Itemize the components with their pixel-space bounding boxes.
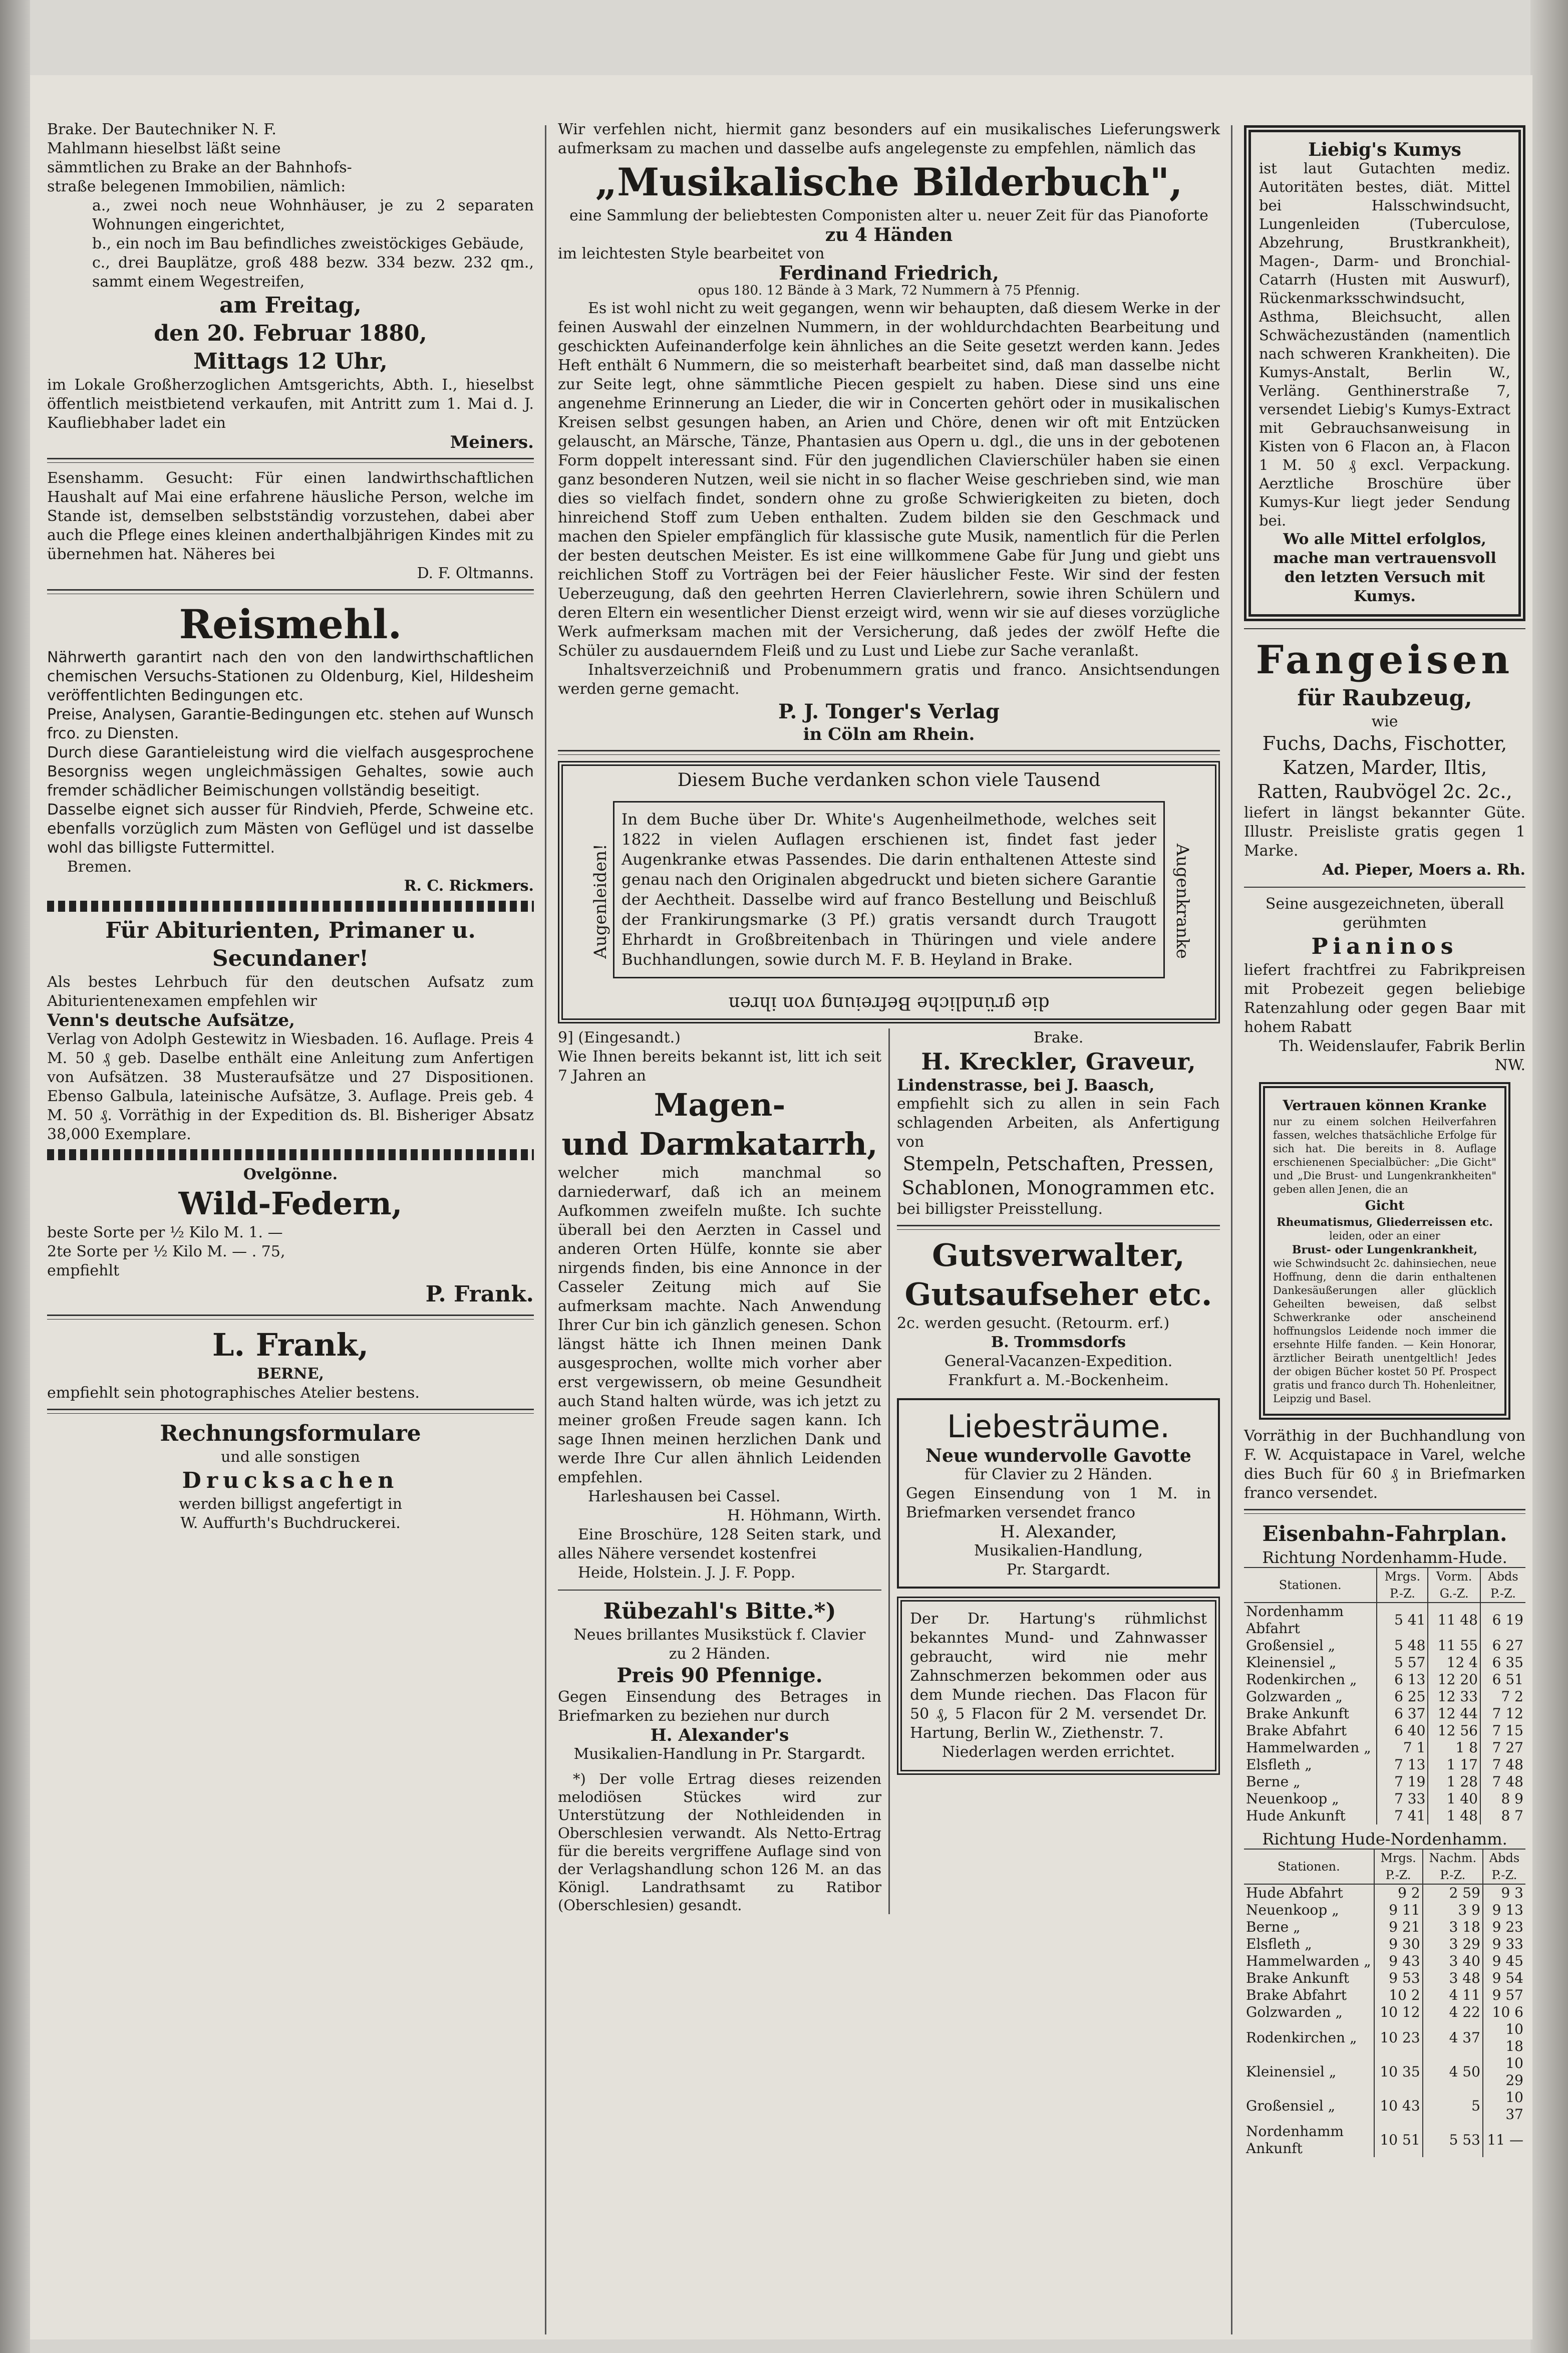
ad-animals: Fuchs, Dachs, Fischotter, bbox=[1262, 732, 1507, 754]
timetable-row bbox=[1244, 1773, 1525, 1790]
timetable-header-row bbox=[1244, 1567, 1525, 1603]
timetable-cell: 7 41 bbox=[1377, 1807, 1428, 1824]
ad-body: Durch diese Garantieleistung wird die vielfach ausgesprochene Besorgniss wegen ungleichmässigen Gehaltes, sowie auch fremder schädlicher Beimischungen vollständig beseitigt. bbox=[47, 744, 534, 800]
page-edge bbox=[1530, 0, 1568, 2353]
ad-animals: Katzen, Marder, Iltis, bbox=[1282, 756, 1487, 778]
timetable-cell: 1 28 bbox=[1428, 1773, 1480, 1790]
ad-signature: Musikalien-Handlung, bbox=[974, 1542, 1143, 1559]
ad-signature: Frankfurt a. M.-Bockenheim. bbox=[948, 1372, 1169, 1389]
timetable-cell: 4 50 bbox=[1423, 2055, 1483, 2089]
ad-price: Preis 90 Pfennige. bbox=[616, 1664, 823, 1687]
timetable-cell: 12 56 bbox=[1428, 1722, 1480, 1739]
ad-sub: für Clavier zu 2 Händen. bbox=[964, 1466, 1153, 1483]
ad-body: Nährwerth garantirt nach den von den landwirthschaftlichen chemischen Versuchs-Stationen zu Oldenburg, Kiel, Hildesheim veröffentlichten Bedingungen etc. bbox=[47, 649, 534, 704]
timetable-cell: Brake Abfahrt bbox=[1246, 1722, 1347, 1739]
ad-kreckler bbox=[897, 1028, 1220, 1219]
divider bbox=[558, 750, 1220, 755]
divider bbox=[1244, 887, 1525, 888]
ad-title: Liebig's Kumys bbox=[1308, 139, 1461, 160]
timetable-title: Eisenbahn-Fahrplan. bbox=[1262, 1521, 1507, 1546]
timetable-cell: Elsfleth „ bbox=[1246, 1756, 1312, 1773]
ad-head: 9] (Eingesandt.) bbox=[558, 1029, 681, 1047]
ad-title: Liebesträume. bbox=[947, 1408, 1170, 1445]
timetable-cell: 5 57 bbox=[1377, 1654, 1428, 1671]
ad-animals: Ratten, Raubvögel 2c. 2c., bbox=[1257, 780, 1512, 803]
train-timetable bbox=[1244, 1520, 1525, 2157]
timetable-cell: 9 23 bbox=[1483, 1919, 1525, 1936]
timetable-cell: 9 45 bbox=[1483, 1953, 1525, 1970]
ad-highlight: Gicht bbox=[1365, 1198, 1405, 1213]
footnote: *) Der volle Ertrag dieses reizenden melodiösen Stückes wird zur Unterstützung der Nothleidenden in Oberschlesien verwandt. Als Netto-Ertrag für die bereits vergriffene Auflage sind von der Verlagshandlung schon 126 M. an das Königl. Landrathsamt zu Ratibor (Oberschlesien) gesandt. bbox=[558, 1770, 881, 1914]
book-spine bbox=[0, 0, 30, 2353]
timetable-row bbox=[1244, 1756, 1525, 1773]
timetable-row bbox=[1244, 1654, 1525, 1671]
price-row: beste Sorte per ½ Kilo M. 1. — bbox=[47, 1224, 283, 1241]
timetable-cell: Rodenkirchen „ bbox=[1246, 2029, 1357, 2046]
timetable-cell: 6 51 bbox=[1480, 1671, 1525, 1688]
timetable-row bbox=[1244, 1705, 1525, 1722]
timetable-row bbox=[1244, 1790, 1525, 1807]
ad-body: liefert frachtfrei zu Fabrikpreisen mit Probezeit gegen beliebige Ratenzahlung oder gegen Baar mit hohem Rabatt bbox=[1244, 961, 1525, 1036]
timetable-cell: Hammelwarden „ bbox=[1246, 1953, 1371, 1969]
timetable-cell: 10 43 bbox=[1374, 2089, 1423, 2123]
ad-fangeisen bbox=[1244, 636, 1525, 880]
ad-highlight: Brust- oder Lungenkrankheit, bbox=[1292, 1243, 1478, 1256]
timetable-cell: Brake Abfahrt bbox=[1246, 1987, 1347, 2003]
divider bbox=[558, 1590, 881, 1591]
ornament-border bbox=[47, 1149, 534, 1160]
timetable-row bbox=[1244, 1688, 1525, 1705]
timetable-cell: 6 27 bbox=[1480, 1637, 1525, 1654]
timetable-cell: Hude Abfahrt bbox=[1246, 1885, 1343, 1901]
timetable-cell: 10 12 bbox=[1374, 2004, 1423, 2021]
ad-signature: Pr. Stargardt. bbox=[1006, 1561, 1111, 1579]
timetable-cell: 9 33 bbox=[1483, 1936, 1525, 1953]
timetable-cell: 6 13 bbox=[1377, 1671, 1428, 1688]
timetable-cell: 10 6 bbox=[1483, 2004, 1525, 2021]
ad-author: Ferdinand Friedrich, bbox=[779, 262, 999, 284]
ad-pianinos bbox=[1244, 895, 1525, 1075]
ad-white-augenheil bbox=[558, 761, 1220, 1023]
sub-column-left bbox=[558, 1028, 890, 1914]
ad-signature: in Cöln am Rhein. bbox=[803, 724, 975, 744]
timetable-cell: 1 40 bbox=[1428, 1790, 1480, 1807]
ad-body: Der Dr. Hartung's rühmlichst bekanntes Mund- und Zahnwasser gebraucht, wird nie mehr Zahnschmerzen bekommen oder aus dem Munde riechen. Das Flacon für 50 ₰, 5 Flacon für 2 M. versendet Dr. Hartung, Berlin W., Ziethenstr. 7. bbox=[910, 1610, 1207, 1742]
timetable-table bbox=[1244, 1567, 1525, 1824]
ad-place: Harleshausen bei Cassel. bbox=[588, 1488, 781, 1505]
timetable-cell: 9 43 bbox=[1374, 1953, 1423, 1970]
ad-body: leiden, oder an einer bbox=[1329, 1230, 1440, 1242]
timetable-cell: 3 29 bbox=[1423, 1936, 1483, 1953]
frame-right-text: Augenkranke bbox=[1172, 844, 1193, 959]
ad-title: H. Kreckler, Graveur, bbox=[921, 1048, 1196, 1075]
sub-column-right bbox=[890, 1028, 1220, 1914]
timetable-cell: 8 9 bbox=[1480, 1790, 1525, 1807]
book-title: Venn's deutsche Aufsätze, bbox=[47, 1010, 295, 1030]
timetable-cell: 10 37 bbox=[1483, 2089, 1525, 2123]
ad-sub: eine Sammlung der beliebtesten Componisten alter u. neuer Zeit für das Pianoforte bbox=[569, 207, 1208, 224]
ad-body: In dem Buche über Dr. White's Augenheilmethode, welches seit 1822 in vielen Auflagen erschienen ist, findet fast jeder Augenkranke etwas Passendes. Die darin enthaltenen Atteste sind genau nach den Originalen abgedruckt und bieten sichere Garantie der Aechtheit. Dasselbe wird auf franco Bestellung und Beischluß der Frankirungsmarke (3 Pf.) gratis versandt durch Traugott Ehrhardt in Großbreitenbach in Thüringen und viele andere Buchhandlungen, sowie durch M. F. B. Heyland in Brake. bbox=[621, 811, 1156, 969]
timetable-cell: 7 13 bbox=[1377, 1756, 1428, 1773]
column-middle bbox=[551, 120, 1227, 1914]
divider bbox=[47, 458, 534, 463]
ad-address: Lindenstrasse, bei J. Baasch, bbox=[897, 1076, 1155, 1095]
timetable-cell: 2 59 bbox=[1423, 1884, 1483, 1902]
inner-frame bbox=[613, 801, 1165, 978]
timetable-cell: 9 53 bbox=[1374, 1970, 1423, 1987]
timetable-cell: Brake Ankunft bbox=[1246, 1705, 1349, 1722]
ad-l-frank bbox=[47, 1326, 534, 1403]
timetable-header-row bbox=[1244, 1849, 1525, 1884]
timetable-cell: Kleinensiel „ bbox=[1246, 1654, 1337, 1671]
ad-signature: P. J. Tonger's Verlag bbox=[778, 700, 1000, 723]
timetable-cell: 1 48 bbox=[1428, 1807, 1480, 1824]
timetable-cell: 10 35 bbox=[1374, 2055, 1423, 2089]
timetable-direction: Richtung Hude-Nordenhamm. bbox=[1262, 1829, 1507, 1849]
ad-line: Mahlmann hieselbst läßt seine bbox=[47, 140, 281, 157]
timetable-cell: 9 11 bbox=[1374, 1902, 1423, 1919]
timetable-row bbox=[1244, 1807, 1525, 1824]
ad-ruebezahl bbox=[558, 1598, 881, 1914]
ad-intro: Seine ausgezeichneten, überall gerühmten bbox=[1265, 895, 1504, 932]
timetable-header-cell: Mrgs. P.-Z. bbox=[1377, 1567, 1428, 1603]
ad-body: Dasselbe eignet sich ausser für Rindvieh, Pferde, Schweine etc. ebenfalls vorzüglich zum Mästen von Geflügel und ist dasselbe wohl das billigste Futtermittel. bbox=[47, 801, 534, 857]
ad-body: Als bestes Lehrbuch für den deutschen Aufsatz zum Abiturientenexamen empfehlen wir bbox=[47, 973, 534, 1010]
timetable-cell: Brake Ankunft bbox=[1246, 1970, 1349, 1986]
ad-title: Vertrauen können Kranke bbox=[1283, 1097, 1487, 1114]
timetable-cell: 9 13 bbox=[1483, 1902, 1525, 1919]
ad-signature: D. F. Oltmanns. bbox=[417, 565, 534, 582]
price-row: 2te Sorte per ½ Kilo M. — . 75, bbox=[47, 1243, 285, 1260]
ad-title: Magen- bbox=[654, 1087, 786, 1123]
timetable-cell: 6 35 bbox=[1480, 1654, 1525, 1671]
ad-sub: Neue wundervolle Gavotte bbox=[925, 1445, 1191, 1466]
ad-liebigs-kumys bbox=[1244, 125, 1525, 621]
ad-body: ist laut Gutachten mediz. Autoritäten bestes, diät. Mittel bei Halsschwindsucht, Lungenleiden (Tuberculose, Abzehrung, Brustkrankheit), Magen-, Darm- und Bronchial-Catarrh (Husten mit Auswurf), Rückenmarksschwindsucht, Asthma, Bleichsucht, allen Schwächezuständen (namentlich nach schweren Krankheiten). Die Kumys-Anstalt, Berlin W., Verläng. Genthinerstraße 7, versendet Liebig's Kumys-Extract mit Gebrauchsanweisung in Kisten von 6 Flacon an, à Flacon 1 M. 50 ₰ excl. Verpackung. Aerztliche Broschüre über Kumys-Kur liegt jeder Sendung bei. bbox=[1259, 160, 1510, 529]
ad-reismehl bbox=[47, 600, 534, 896]
ad-outro: Inhaltsverzeichniß und Probenummern gratis und franco. Ansichtsendungen werden gerne gemacht. bbox=[558, 661, 1220, 698]
column-right bbox=[1237, 120, 1532, 2157]
ad-city: Bremen. bbox=[67, 858, 132, 876]
divider bbox=[47, 1409, 534, 1414]
ad-body: werden billigst angefertigt in bbox=[178, 1495, 403, 1513]
timetable-header-cell: Vorm. G.-Z. bbox=[1428, 1567, 1480, 1603]
divider bbox=[897, 1225, 1220, 1230]
timetable-cell: 7 15 bbox=[1480, 1722, 1525, 1739]
ad-title: Rechnungsformulare bbox=[160, 1421, 421, 1446]
timetable-cell: 7 2 bbox=[1480, 1688, 1525, 1705]
ad-signature: P. Frank. bbox=[425, 1281, 534, 1307]
timetable-header-cell: Stationen. bbox=[1244, 1849, 1374, 1884]
ad-title: Wild-Federn, bbox=[178, 1185, 403, 1222]
timetable-cell: Golzwarden „ bbox=[1246, 1688, 1343, 1705]
ad-signature: H. Höhmann, Wirth. bbox=[727, 1507, 881, 1524]
ad-wild-federn bbox=[47, 1165, 534, 1309]
timetable-cell: Berne „ bbox=[1246, 1773, 1301, 1790]
ad-date: am Freitag, bbox=[219, 293, 362, 318]
ad-title: Fangeisen bbox=[1256, 637, 1514, 683]
timetable-cell: Kleinensiel „ bbox=[1246, 2063, 1337, 2080]
timetable-cell: 7 27 bbox=[1480, 1739, 1525, 1756]
lower-middle-columns bbox=[558, 1028, 1220, 1914]
timetable-cell: Berne „ bbox=[1246, 1919, 1301, 1935]
ad-body: bei billigster Preisstellung. bbox=[897, 1200, 1103, 1218]
timetable-cell: 3 18 bbox=[1423, 1919, 1483, 1936]
ad-title: Rübezahl's Bitte.*) bbox=[603, 1599, 836, 1624]
timetable-cell: 7 19 bbox=[1377, 1773, 1428, 1790]
timetable-cell: Elsfleth „ bbox=[1246, 1936, 1312, 1952]
ad-body: wie Schwindsucht 2c. dahinsiechen, neue Hoffnung, denn die darin enthaltenen Dankesäußerungen aller glücklich Geheilten beweisen, daß selbst Schwerkranke oder anscheinend hoffnungslos Leidende noch immer die ersehnte Hilfe fanden. — Kein Honorar, ärztlicher Beirath unentgeltlich! Jedes der obigen Bücher kostet 50 Pf. Prospect gratis und franco durch Th. Hohenleitner, Leipzig und Basel. bbox=[1273, 1257, 1496, 1405]
ad-sub: im leichtesten Style bearbeitet von bbox=[558, 245, 825, 263]
timetable-row bbox=[1244, 2089, 1525, 2123]
timetable-cell: 3 40 bbox=[1423, 1953, 1483, 1970]
ad-signature: B. Trommsdorfs bbox=[991, 1334, 1126, 1351]
ad-body: Niederlagen werden errichtet. bbox=[942, 1743, 1175, 1761]
ad-body: empfiehlt sich zu allen in sein Fach schlagenden Arbeiten, als Anfertigung von bbox=[897, 1095, 1220, 1151]
list-item: b., ein noch im Bau befindliches zweistöckiges Gebäude, bbox=[92, 235, 524, 252]
timetable-cell: Nordenhamm Abfahrt bbox=[1246, 1603, 1344, 1637]
timetable-cell: 5 41 bbox=[1377, 1603, 1428, 1637]
ad-sub: für Raubzeug, bbox=[1297, 685, 1472, 711]
column-rule bbox=[1231, 125, 1232, 2334]
timetable-cell: 12 44 bbox=[1428, 1705, 1480, 1722]
timetable-row bbox=[1244, 2021, 1525, 2055]
ad-highlight: Rheumatismus, Gliederreissen etc. bbox=[1277, 1216, 1493, 1229]
timetable-cell: 6 19 bbox=[1480, 1603, 1525, 1637]
timetable-cell: 12 20 bbox=[1428, 1671, 1480, 1688]
timetable-row bbox=[1244, 1902, 1525, 1919]
ad-line: Brake. Der Bautechniker N. F. bbox=[47, 121, 276, 138]
list-item: c., drei Bauplätze, groß 488 bezw. 334 bezw. 232 qm., sammt einem Wegestreifen, bbox=[92, 254, 534, 291]
ad-highlight: Wo alle Mittel erfolglos, mache man vertrauensvoll den letzten Versuch mit Kumys. bbox=[1273, 531, 1496, 605]
ad-title: L. Frank, bbox=[212, 1327, 369, 1363]
ad-gutsverwalter bbox=[897, 1236, 1220, 1390]
divider bbox=[1244, 628, 1525, 629]
timetable-cell: 7 48 bbox=[1480, 1773, 1525, 1790]
timetable-row bbox=[1244, 1722, 1525, 1739]
timetable-cell: 7 33 bbox=[1377, 1790, 1428, 1807]
timetable-header-cell: Nachm. P.-Z. bbox=[1423, 1849, 1483, 1884]
timetable-cell: 9 57 bbox=[1483, 1987, 1525, 2004]
timetable-cell: 12 4 bbox=[1428, 1654, 1480, 1671]
timetable-cell: 5 48 bbox=[1377, 1637, 1428, 1654]
divider bbox=[47, 589, 534, 594]
timetable-row bbox=[1244, 1953, 1525, 1970]
timetable-cell: 6 40 bbox=[1377, 1722, 1428, 1739]
ad-title: „Musikalische Bilderbuch", bbox=[595, 160, 1183, 204]
timetable-cell: Golzwarden „ bbox=[1246, 2004, 1343, 2020]
ad-title: und Darmkatarrh, bbox=[561, 1126, 878, 1162]
frame-top-text: Diesem Buche verdanken schon viele Tausend bbox=[677, 770, 1101, 791]
timetable-direction: Richtung Nordenhamm-Hude. bbox=[1262, 1548, 1507, 1567]
timetable-cell: 7 1 bbox=[1377, 1739, 1428, 1756]
ad-body: empfiehlt bbox=[47, 1262, 120, 1279]
ad-body: Vorräthig in der Buchhandlung von F. W. Acquistapace in Varel, welche dies Buch für 60 ₰ in Briefmarken franco versendet. bbox=[1244, 1427, 1525, 1502]
ad-title: Pianinos bbox=[1311, 934, 1458, 959]
ad-musikalisches-bilderbuch bbox=[558, 120, 1220, 744]
ad-line: straße belegenen Immobilien, nämlich: bbox=[47, 178, 346, 195]
scan-top-margin bbox=[30, 0, 1530, 75]
ad-signature: H. Alexander's bbox=[650, 1725, 789, 1745]
ad-signature: Meiners. bbox=[450, 432, 534, 452]
timetable-cell: 6 25 bbox=[1377, 1688, 1428, 1705]
timetable-row bbox=[1244, 1919, 1525, 1936]
ad-sub: wie bbox=[1371, 713, 1398, 730]
timetable-cell: 1 17 bbox=[1428, 1756, 1480, 1773]
ad-hartung bbox=[897, 1597, 1220, 1775]
timetable-cell: Nordenhamm Ankunft bbox=[1246, 2123, 1344, 2157]
ad-sub: zu 4 Händen bbox=[825, 224, 953, 245]
ad-title: Für Abiturienten, Primaner u. Secundaner! bbox=[105, 918, 476, 971]
ad-liebestraeume bbox=[897, 1398, 1220, 1589]
timetable-cell: Großensiel „ bbox=[1246, 2098, 1336, 2114]
timetable-row bbox=[1244, 1637, 1525, 1654]
ad-place: Brake. bbox=[1033, 1029, 1084, 1047]
ad-brochure: Eine Broschüre, 128 Seiten stark, und alles Nähere versendet kostenfrei bbox=[558, 1526, 881, 1562]
ad-signature: H. Alexander, bbox=[1000, 1522, 1117, 1542]
newspaper-page bbox=[30, 75, 1532, 2339]
ad-title: Gutsaufseher etc. bbox=[904, 1276, 1212, 1313]
timetable-cell: 5 53 bbox=[1423, 2123, 1483, 2157]
timetable-cell: 11 55 bbox=[1428, 1637, 1480, 1654]
ad-vertrauen bbox=[1259, 1082, 1510, 1420]
timetable-cell: 9 2 bbox=[1374, 1884, 1423, 1902]
ad-body: Esenshamm. Gesucht: Für einen landwirthschaftlichen Haushalt auf Mai eine erfahrene häusliche Person, welche im Stande ist, demselben selbstständig vorzustehen, dabei aber auch die Pflege eines kleinen anderthalbjährigen Kindes mit zu übernehmen hat. Näheres bei bbox=[47, 469, 534, 563]
ad-magenkatarrh bbox=[558, 1028, 881, 1583]
timetable-cell: 3 48 bbox=[1423, 1970, 1483, 1987]
ad-sub: und alle sonstigen bbox=[221, 1448, 360, 1466]
ad-brochure-sign: Heide, Holstein. J. J. F. Popp. bbox=[578, 1564, 796, 1582]
timetable-cell: 10 29 bbox=[1483, 2055, 1525, 2089]
timetable-row bbox=[1244, 1739, 1525, 1756]
timetable-cell: 9 21 bbox=[1374, 1919, 1423, 1936]
ad-brake-mahlmann bbox=[47, 120, 534, 452]
frame-left-text: Augenleiden! bbox=[590, 844, 610, 959]
ad-place: BERNE, bbox=[257, 1365, 324, 1383]
timetable-row bbox=[1244, 1970, 1525, 1987]
timetable-header-cell: Stationen. bbox=[1244, 1567, 1377, 1603]
ad-body: Es ist wohl nicht zu weit gegangen, wenn wir behaupten, daß diesem Werke in der feinen Auswahl der einzelnen Nummern, in der wohldurchdachten Bearbeitung und geschickten Aufeinanderfolge kein ähnliches an die Seite gesetzt werden kann. Jedes Heft enthält 6 Nummern, die so meisterhaft bearbeitet sind, daß man dasselbe nicht zur Seite legt, ohne sämmtliche Piecen gespielt zu haben. Diese sind uns eine angenehme Erinnerung an Lieder, die wir in Concerten gehört oder in musikalischen Kreisen selbst gesungen haben, an Arien und Chöre, denen wir oft mit Entzücken gelauscht, an Märsche, Tänze, Phantasien aus Opern u. dgl., die uns in der gebotenen Form doppelt interessant sind. Für den jugendlichen Clavierschüler haben sie einen ganz besonderen Nutzen, weil sie nicht in so flacher Weise geschrieben sind, wie man dies so vielfach findet, sondern ohne zu große Schwierigkeiten zu bieten, doch hinreichend Stoff zum Ueben enthalten. Zudem bilden sie den Geschmack und machen den Spieler empfänglich für klassische gute Musik, namentlich für die Perlen der besten deutschen Meister. Es ist eine willkommene Gabe für Jung und giebt uns reichlichen Stoff zu Vorträgen bei der Feier häuslicher Feste. Wir sind der festen Ueberzeugung, daß den geehrten Herren Clavierlehrern, sowie ihren Schülern und deren Eltern ein wesentlicher Dienst erzeigt wird, wenn wir sie auf dieses vorzügliche Werk aufmerksam machen mit der Versicherung, daß jedes der zwölf Hefte die Schüler zu ausdauerndem Fleiß und zu Lust und Liebe zur Sache veranlaßt. bbox=[558, 300, 1220, 660]
ad-signature: General-Vacanzen-Expedition. bbox=[944, 1353, 1173, 1370]
ad-esenshamm bbox=[47, 469, 534, 583]
timetable-row bbox=[1244, 1987, 1525, 2004]
ad-body: Verlag von Adolph Gestewitz in Wiesbaden. 16. Auflage. Preis 4 M. 50 ₰ geb. Daselbe enthält eine Anleitung zum Anfertigen von Aufsätzen. 38 Musteraufsätze und 27 Dispositionen. Ebenso Galbula, lateinische Aufsätze, 3. Auflage. Preis geb. 4 M. 50 ₰. Vorräthig in der Expedition ds. Bl. Bisheriger Absatz 38,000 Exemplare. bbox=[47, 1030, 534, 1143]
timetable-cell: 7 48 bbox=[1480, 1756, 1525, 1773]
timetable-cell: 12 33 bbox=[1428, 1688, 1480, 1705]
timetable-cell: 9 3 bbox=[1483, 1884, 1525, 1902]
timetable-cell: 3 9 bbox=[1423, 1902, 1483, 1919]
column-left bbox=[40, 120, 541, 1533]
ad-title: Reismehl. bbox=[179, 601, 402, 648]
timetable-row bbox=[1244, 1884, 1525, 1902]
timetable-cell: 9 30 bbox=[1374, 1936, 1423, 1953]
ad-body: 2c. werden gesucht. (Retourm. erf.) bbox=[897, 1315, 1170, 1332]
ad-signature: Th. Weidenslaufer, Fabrik Berlin NW. bbox=[1279, 1037, 1525, 1074]
ad-signature: Musikalien-Handlung in Pr. Stargardt. bbox=[573, 1745, 866, 1763]
timetable-row bbox=[1244, 2004, 1525, 2021]
timetable-cell: 11 48 bbox=[1428, 1603, 1480, 1637]
timetable-cell: 4 22 bbox=[1423, 2004, 1483, 2021]
timetable-cell: Neuenkoop „ bbox=[1246, 1902, 1339, 1918]
ad-body: liefert in längst bekannter Güte. Illustr. Preisliste gratis gegen 1 Marke. bbox=[1244, 804, 1525, 860]
ad-place: Ovelgönne. bbox=[243, 1166, 338, 1183]
ad-acquistapace bbox=[1244, 1427, 1525, 1503]
ad-abiturienten bbox=[47, 917, 534, 1144]
timetable-cell: 1 8 bbox=[1428, 1739, 1480, 1756]
ad-body: W. Auffurth's Buchdruckerei. bbox=[180, 1514, 401, 1532]
ad-opus: opus 180. 12 Bände à 3 Mark, 72 Nummern à 75 Pfennig. bbox=[698, 283, 1080, 298]
timetable-cell: 10 51 bbox=[1374, 2123, 1423, 2157]
timetable-header-cell: Mrgs. P.-Z. bbox=[1374, 1849, 1423, 1884]
ad-title: Gutsverwalter, bbox=[932, 1237, 1185, 1273]
ad-sub: zu 2 Händen. bbox=[669, 1645, 771, 1663]
timetable-cell: Hude Ankunft bbox=[1246, 1807, 1346, 1824]
ad-time: Mittags 12 Uhr, bbox=[193, 349, 388, 374]
ad-signature: Ad. Pieper, Moers a. Rh. bbox=[1322, 861, 1525, 879]
timetable-cell: 4 11 bbox=[1423, 1987, 1483, 2004]
timetable-row bbox=[1244, 2123, 1525, 2157]
timetable-cell: Großensiel „ bbox=[1246, 1637, 1336, 1654]
timetable-row bbox=[1244, 1603, 1525, 1637]
ad-services: Stempeln, Petschaften, Pressen, bbox=[902, 1153, 1214, 1175]
ad-rechnungsformulare bbox=[47, 1420, 534, 1533]
timetable-cell: 8 7 bbox=[1480, 1807, 1525, 1824]
frame-bottom-text: die gründliche Befreiung von ihren bbox=[728, 993, 1050, 1013]
timetable-cell: 9 54 bbox=[1483, 1970, 1525, 1987]
ad-date: den 20. Februar 1880, bbox=[154, 321, 427, 346]
timetable-table bbox=[1244, 1849, 1525, 2157]
ad-body: Gegen Einsendung des Betrages in Briefmarken zu beziehen nur durch bbox=[558, 1688, 881, 1725]
timetable-header-cell: Abds P.-Z. bbox=[1480, 1567, 1525, 1603]
timetable-row bbox=[1244, 1936, 1525, 1953]
column-rule bbox=[545, 125, 546, 2334]
ad-intro: Wir verfehlen nicht, hiermit ganz besonders auf ein musikalisches Lieferungswerk aufmerksam zu machen und dasselbe aufs angelegenste zu empfehlen, nämlich das bbox=[558, 121, 1220, 157]
ad-body: Gegen Einsendung von 1 M. in Briefmarken versendet franco bbox=[906, 1485, 1211, 1521]
list-item: a., zwei noch neue Wohnhäuser, je zu 2 separaten Wohnungen eingerichtet, bbox=[92, 197, 534, 233]
ad-intro: Wie Ihnen bereits bekannt ist, litt ich seit 7 Jahren an bbox=[558, 1048, 881, 1085]
timetable-cell: 10 23 bbox=[1374, 2021, 1423, 2055]
ad-body: Preise, Analysen, Garantie-Bedingungen etc. stehen auf Wunsch frco. zu Diensten. bbox=[47, 706, 534, 742]
timetable-header-cell: Abds P.-Z. bbox=[1483, 1849, 1525, 1884]
timetable-cell: Hammelwarden „ bbox=[1246, 1739, 1371, 1756]
timetable-cell: Rodenkirchen „ bbox=[1246, 1671, 1357, 1688]
timetable-cell: Neuenkoop „ bbox=[1246, 1790, 1339, 1807]
timetable-cell: 5 bbox=[1423, 2089, 1483, 2123]
divider bbox=[1244, 1509, 1525, 1514]
ad-big: Drucksachen bbox=[182, 1468, 399, 1493]
timetable-cell: 6 37 bbox=[1377, 1705, 1428, 1722]
divider bbox=[47, 1315, 534, 1320]
ad-services: Schablonen, Monogrammen etc. bbox=[901, 1177, 1215, 1199]
ad-body: nur zu einem solchen Heilverfahren fassen, welches thatsächliche Erfolge für sich hat. Die bereits in 8. Auflage erschienenen Specialbücher: „Die Gicht" und „Die Brust- und Lungenkrankheiten" geben allen Jenen, die an bbox=[1273, 1116, 1496, 1195]
timetable-cell: 10 18 bbox=[1483, 2021, 1525, 2055]
timetable-cell: 10 2 bbox=[1374, 1987, 1423, 2004]
ad-sub: Neues brillantes Musikstück f. Clavier bbox=[573, 1626, 866, 1644]
timetable-cell: 4 37 bbox=[1423, 2021, 1483, 2055]
timetable-row bbox=[1244, 1671, 1525, 1688]
timetable-cell: 7 12 bbox=[1480, 1705, 1525, 1722]
timetable-row bbox=[1244, 2055, 1525, 2089]
timetable-cell: 11 — bbox=[1483, 2123, 1525, 2157]
ornament-border bbox=[47, 901, 534, 912]
ad-line: sämmtlichen zu Brake an der Bahnhofs- bbox=[47, 159, 352, 176]
ad-body: empfiehlt sein photographisches Atelier bestens. bbox=[47, 1384, 420, 1402]
ad-body: im Lokale Großherzoglichen Amtsgerichts, Abth. I., hieselbst öffentlich meistbietend verkaufen, mit Antritt zum 1. Mai d. J. Kaufliebhaber ladet ein bbox=[47, 376, 534, 432]
ad-signature: R. C. Rickmers. bbox=[404, 877, 534, 895]
ad-body: welcher mich manchmal so darniederwarf, daß ich an meinem Aufkommen zweifeln mußte. Ich suchte überall bei den Aerzten in Cassel und anderen Orten Hülfe, konnte sie aber nirgends finden, bis eine Annonce in der Casseler Zeitung mich auf Sie aufmerksam machte. Nach Anwendung Ihrer Cur bin ich gänzlich genesen. Schon längst hätte ich Ihnen meinen Dank ausgesprochen, wollte mich vorher aber erst vergewissern, ob meine Gesundheit auch Stand halten würde, was ich jetzt zu meiner großen Freude sagen kann. Ich sage Ihnen meinen herzlichen Dank und werde Ihre Cur allen ähnlich Leidenden empfehlen. bbox=[558, 1164, 881, 1486]
